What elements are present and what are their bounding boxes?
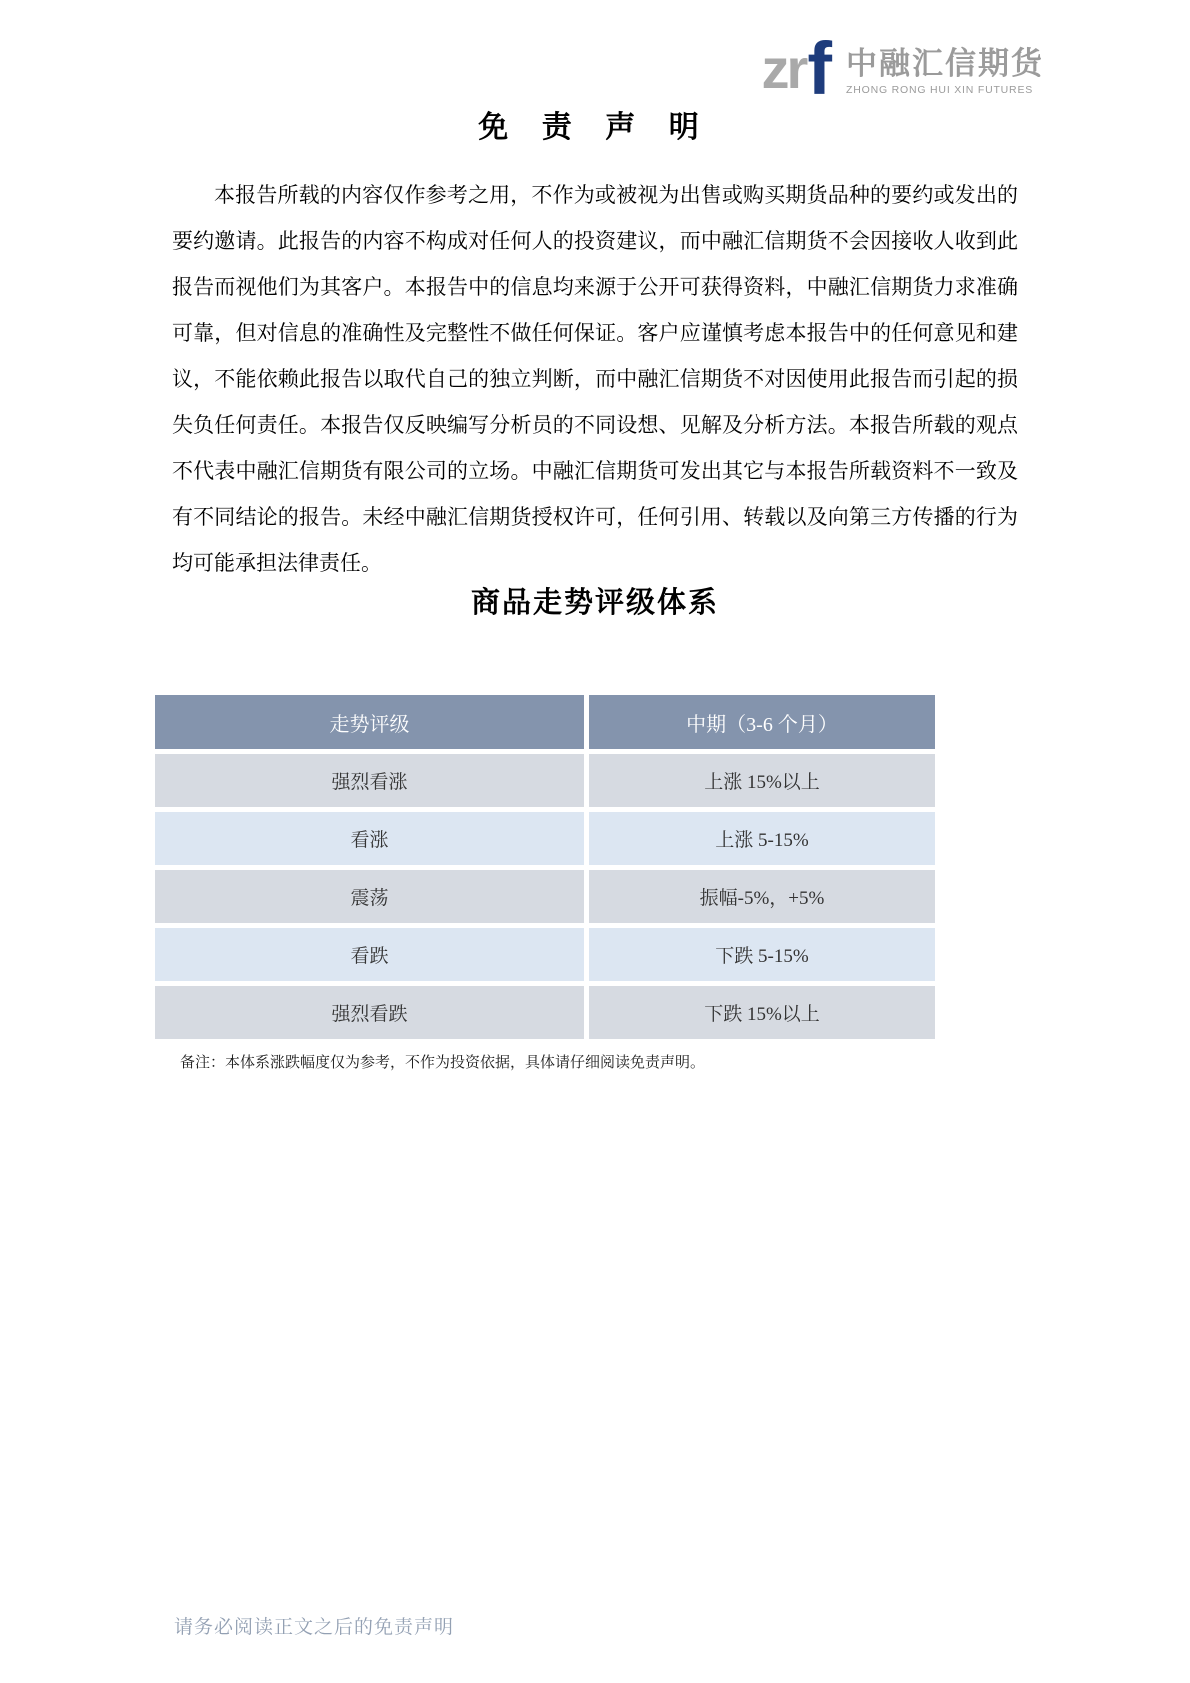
table-cell-rating: 震荡 [155,870,584,923]
disclaimer-paragraph: 本报告所载的内容仅作参考之用，不作为或被视为出售或购买期货品种的要约或发出的要约邀请。此报告的内容不构成对任何人的投资建议，而中融汇信期货不会因接收人收到此报告而视他们为其客户。本报告中的信息均来源于公开可获得资料，中融汇信期货力求准确可靠，但对信息的准确性及完整性不做任何保证。客户应谨慎考虑本报告中的任何意见和建议，不能依赖此报告以取代自己的独立判断，而中融汇信期货不对因使用此报告而引起的损失负任何责任。本报告仅反映编写分析员的不同设想、见解及分析方法。本报告所载的观点不代表中融汇信期货有限公司的立场。中融汇信期货可发出其它与本报告所载资料不一致及有不同结论的报告。未经中融汇信期货授权许可，任何引用、转载以及向第三方传播的行为均可能承担法律责任。 [172,183,1018,575]
logo-zr-text: zr [761,37,806,100]
note-text: 备注：本体系涨跌幅度仅为参考，不作为投资依据，具体请仔细阅读免责声明。 [180,1055,706,1071]
table-header-midterm: 中期（3-6 个月） [589,695,935,749]
table-header-rating: 走势评级 [155,695,584,749]
footer-disclaimer: 请务必阅读正文之后的免责声明 [174,1617,455,1638]
table-cell-range: 上涨 5-15% [589,812,935,865]
logo-names [846,48,1044,100]
section-title: 商品走势评级体系 [470,587,719,619]
table-cell-range: 下跌 15%以上 [589,986,935,1039]
table-cell-range: 上涨 15%以上 [589,754,935,807]
page-title: 免 责 声 明 [478,111,712,144]
company-logo [761,26,1044,110]
logo-mark [761,26,832,110]
table-cell-rating: 强烈看涨 [155,754,584,807]
table-cell-range: 振幅-5%，+5% [589,870,935,923]
table-cell-rating: 看涨 [155,812,584,865]
table-cell-range: 下跌 5-15% [589,928,935,981]
company-name-cn: 中融汇信期货 [846,46,1044,82]
company-name-en: ZHONG RONG HUI XIN FUTURES [846,84,1034,96]
table-cell-rating: 强烈看跌 [155,986,584,1039]
rating-table [155,695,935,1039]
table-cell-rating: 看跌 [155,928,584,981]
logo-f-text: f [807,27,832,110]
